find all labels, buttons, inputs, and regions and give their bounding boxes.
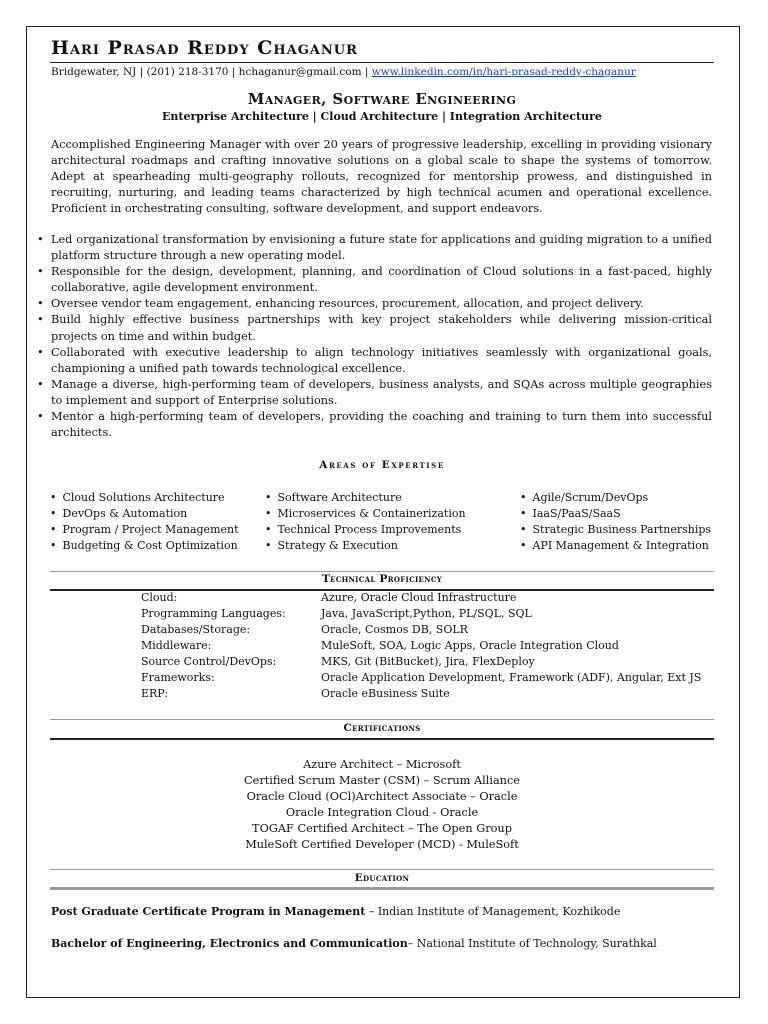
expertise-item: • Program / Project Management bbox=[50, 523, 239, 536]
expertise-item: • Technical Process Improvements bbox=[265, 523, 462, 536]
technical-top-rule bbox=[50, 571, 714, 572]
bullet-icon: • bbox=[37, 233, 44, 246]
separator: – bbox=[365, 905, 378, 918]
bullet-icon: • bbox=[265, 523, 272, 536]
tech-label: ERP: bbox=[141, 687, 169, 700]
bullet-icon: • bbox=[265, 507, 272, 520]
expertise-item: • Software Architecture bbox=[265, 491, 402, 504]
tech-label: Frameworks: bbox=[141, 671, 215, 684]
education-heading-rule bbox=[50, 887, 714, 890]
candidate-name: Hari Prasad Reddy Chaganur bbox=[51, 37, 358, 59]
bullet-icon: • bbox=[37, 297, 44, 311]
bullet-icon: • bbox=[37, 313, 44, 327]
expertise-heading: Areas of Expertise bbox=[319, 459, 445, 471]
expertise-item: • Budgeting & Cost Optimization bbox=[50, 539, 238, 552]
linkedin-link[interactable]: www.linkedin.com/in/hari-prasad-reddy-chaganur bbox=[371, 66, 636, 78]
degree: Bachelor of Engineering, Electronics and Communication bbox=[51, 937, 408, 950]
bullet-icon: • bbox=[37, 410, 44, 424]
education-item bbox=[51, 937, 657, 950]
certification-item: TOGAF Certified Architect – The Open Group bbox=[252, 822, 512, 836]
school: National Institute of Technology, Surathkal bbox=[416, 937, 657, 950]
tech-value: Oracle eBusiness Suite bbox=[321, 687, 450, 700]
highlight-item: • Manage a diverse, high-performing team of developers, business analysts, and SQAs across multiple geographies to implement and support of Enterprise solutions. bbox=[37, 377, 712, 407]
bullet-icon: • bbox=[265, 539, 272, 552]
tech-value: Oracle Application Development, Framework (ADF), Angular, Ext JS bbox=[321, 671, 702, 684]
bullet-icon: • bbox=[265, 491, 272, 504]
header-rule bbox=[50, 62, 714, 63]
expertise-item: • Agile/Scrum/DevOps bbox=[520, 491, 649, 504]
highlight-item: • Led organizational transformation by envisioning a future state for applications and guiding migration to a unified platform structure through a new operating model. bbox=[37, 233, 712, 263]
tech-label: Programming Languages: bbox=[141, 607, 286, 620]
highlight-item: • Collaborated with executive leadership to align technology initiatives seamlessly with organizational goals, championing a unified path towards technological excellence. bbox=[37, 345, 712, 375]
bullet-icon: • bbox=[520, 491, 527, 504]
technical-heading: Technical Proficiency bbox=[321, 573, 443, 585]
highlights-list bbox=[37, 232, 712, 441]
certification-item: MuleSoft Certified Developer (MCD) - MuleSoft bbox=[245, 838, 519, 852]
certifications-top-rule bbox=[50, 719, 714, 720]
tech-value: MuleSoft, SOA, Logic Apps, Oracle Integration Cloud bbox=[321, 639, 619, 652]
tech-label: Databases/Storage: bbox=[141, 623, 251, 636]
bullet-icon: • bbox=[520, 539, 527, 552]
certification-item: Certified Scrum Master (CSM) – Scrum Alliance bbox=[244, 774, 520, 788]
certifications-heading: Certifications bbox=[343, 722, 421, 734]
highlight-item: • Oversee vendor team engagement, enhancing resources, procurement, allocation, and project delivery. bbox=[37, 296, 712, 312]
education-top-rule bbox=[50, 869, 714, 870]
tech-value: Azure, Oracle Cloud Infrastructure bbox=[321, 591, 517, 604]
expertise-item: • Microservices & Containerization bbox=[265, 507, 466, 520]
contact-details: Bridgewater, NJ | (201) 218-3170 | hchaganur@gmail.com | bbox=[51, 66, 372, 78]
expertise-item: • API Management & Integration bbox=[520, 539, 709, 552]
tech-value: Oracle, Cosmos DB, SOLR bbox=[321, 623, 468, 636]
bullet-icon: • bbox=[37, 265, 44, 279]
education-item bbox=[51, 905, 620, 918]
expertise-item: • Cloud Solutions Architecture bbox=[50, 491, 225, 504]
education-heading: Education bbox=[354, 872, 410, 884]
expertise-item: • IaaS/PaaS/SaaS bbox=[520, 507, 621, 520]
job-subtitle: Enterprise Architecture | Cloud Architecture | Integration Architecture bbox=[162, 110, 602, 123]
expertise-column-1 bbox=[50, 490, 239, 554]
expertise-item: • Strategic Business Partnerships bbox=[520, 523, 712, 536]
expertise-column-2 bbox=[265, 490, 466, 554]
certification-item: Oracle Integration Cloud - Oracle bbox=[285, 806, 479, 820]
bullet-icon: • bbox=[37, 345, 44, 359]
tech-value: MKS, Git (BitBucket), Jira, FlexDeploy bbox=[321, 655, 535, 668]
expertise-item: • Strategy & Execution bbox=[265, 539, 398, 552]
professional-summary: Accomplished Engineering Manager with over 20 years of progressive leadership, excelling in providing visionary architectural roadmaps and crafting innovative solutions on a global scale to shape the systems of tomorrow. Adept at spearheading multi-geography rollouts, recognized for mentorship prowess, and distinguished in recruiting, nurturing, and leading teams characterized by high technical acumen and operational excellence. Proficient in orchestrating consulting, software development, and support endeavors. bbox=[51, 138, 712, 216]
certifications-heading-rule bbox=[50, 738, 714, 740]
highlight-item: • Mentor a high-performing team of developers, providing the coaching and training to turn them into successful architects. bbox=[37, 410, 712, 440]
degree: Post Graduate Certificate Program in Management bbox=[51, 905, 366, 918]
bullet-icon: • bbox=[520, 507, 527, 520]
job-title: Manager, Software Engineering bbox=[247, 90, 517, 108]
bullet-icon: • bbox=[50, 507, 57, 520]
tech-label: Middleware: bbox=[141, 639, 212, 652]
bullet-icon: • bbox=[37, 377, 44, 391]
tech-label: Cloud: bbox=[141, 591, 178, 604]
expertise-item: • DevOps & Automation bbox=[50, 507, 188, 520]
expertise-column-3 bbox=[520, 490, 711, 554]
bullet-icon: • bbox=[50, 491, 57, 504]
bullet-icon: • bbox=[50, 539, 57, 552]
separator: – bbox=[407, 937, 417, 950]
tech-label: Source Control/DevOps: bbox=[141, 655, 277, 668]
highlight-item: • Responsible for the design, development, planning, and coordination of Cloud solutions in a fast-paced, highly collaborative, agile development environment. bbox=[37, 265, 712, 295]
certifications-list bbox=[50, 757, 714, 854]
certification-item: Oracle Cloud (OCl)Architect Associate – Oracle bbox=[246, 790, 518, 804]
contact-line bbox=[51, 66, 636, 78]
certification-item: Azure Architect – Microsoft bbox=[303, 758, 461, 771]
highlight-item: • Build highly effective business partnerships with key project stakeholders while delivering mission-critical projects on time and within budget. bbox=[37, 313, 712, 343]
tech-value: Java, JavaScript,Python, PL/SQL, SQL bbox=[321, 607, 532, 620]
bullet-icon: • bbox=[50, 523, 57, 536]
bullet-icon: • bbox=[520, 523, 527, 536]
school: Indian Institute of Management, Kozhikode bbox=[377, 905, 621, 918]
